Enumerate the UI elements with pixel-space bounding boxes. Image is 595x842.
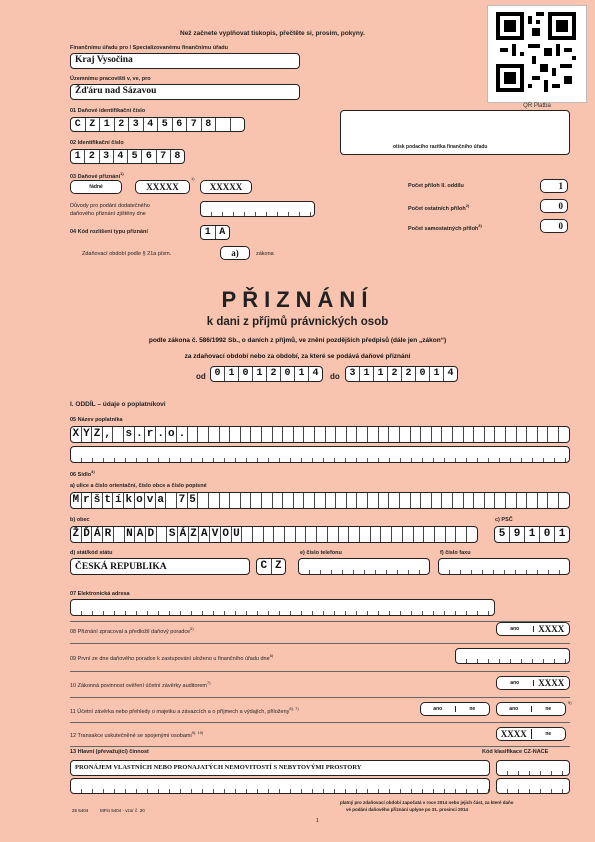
street-char bbox=[527, 493, 538, 508]
street-char bbox=[251, 493, 262, 508]
q10-no[interactable]: XXXX bbox=[538, 678, 565, 688]
q08-label bbox=[70, 626, 194, 635]
from-char: 0 bbox=[281, 367, 295, 381]
street-char bbox=[336, 493, 347, 508]
street-char bbox=[538, 493, 549, 508]
dic-char: 3 bbox=[129, 118, 144, 131]
city-char bbox=[328, 527, 339, 542]
state-code-field[interactable] bbox=[256, 558, 286, 575]
name-char bbox=[432, 427, 443, 442]
name-char bbox=[198, 427, 209, 442]
seat-label bbox=[70, 469, 95, 478]
count-separate-text: Počet samostatných příloh bbox=[408, 225, 479, 232]
street-char bbox=[347, 493, 358, 508]
street-char bbox=[411, 493, 422, 508]
state-field[interactable]: ČESKÁ REPUBLIKA bbox=[70, 558, 250, 575]
name-char bbox=[336, 427, 347, 442]
to-char: 0 bbox=[416, 367, 430, 381]
street-char bbox=[400, 493, 411, 508]
type-x2: XXXXX bbox=[209, 182, 243, 192]
city-char bbox=[157, 527, 168, 542]
psc-char: 0 bbox=[540, 527, 555, 542]
from-char: 0 bbox=[211, 367, 225, 381]
city-char: Ď bbox=[82, 527, 93, 542]
from-char: 1 bbox=[225, 367, 239, 381]
name-char: X bbox=[71, 427, 82, 442]
count-separate-field[interactable]: 0 bbox=[540, 219, 568, 233]
street-label: a) ulice a číslo orientační, číslo obce a číslo popisné bbox=[70, 483, 207, 489]
q11-end-sup: 9) bbox=[568, 700, 572, 705]
separator-10 bbox=[70, 671, 570, 672]
separator-11 bbox=[70, 697, 570, 698]
name-char bbox=[527, 427, 538, 442]
name-char: Z bbox=[92, 427, 103, 442]
separator-08 bbox=[70, 621, 570, 622]
street-char bbox=[262, 493, 273, 508]
dic-char: 2 bbox=[115, 118, 130, 131]
reason-label-2: daňového přiznání zjištěny dne bbox=[70, 211, 146, 217]
form-version: MFin 5404 - vzor č. 20 bbox=[100, 808, 145, 813]
name-char: , bbox=[103, 427, 114, 442]
city-char bbox=[274, 527, 285, 542]
street-char bbox=[559, 493, 569, 508]
name-char: s bbox=[124, 427, 135, 442]
dic-char: 1 bbox=[100, 118, 115, 131]
q09-text: 09 První ze dne daňového poradce k zastupování uloženo u finančního úřadu dne bbox=[70, 655, 270, 662]
name-char bbox=[485, 427, 496, 442]
name-char bbox=[283, 427, 294, 442]
to-char: 1 bbox=[360, 367, 374, 381]
q10-toggle[interactable] bbox=[496, 676, 570, 690]
nace-code-field[interactable] bbox=[496, 760, 570, 776]
name-label: 05 Název poplatníka bbox=[70, 417, 123, 423]
count-annexes-sup: 2) bbox=[465, 203, 470, 208]
name-char bbox=[495, 427, 506, 442]
name-char bbox=[347, 427, 358, 442]
code-char: 1 bbox=[201, 226, 216, 239]
psc-char: 9 bbox=[510, 527, 525, 542]
activity-label: 13 Hlavní (převažující) činnost bbox=[70, 749, 149, 755]
name-field[interactable] bbox=[70, 426, 570, 443]
street-char bbox=[326, 493, 337, 508]
city-char bbox=[381, 527, 392, 542]
seat-sup: 4) bbox=[91, 469, 95, 474]
name-char bbox=[241, 427, 252, 442]
from-char: 0 bbox=[239, 367, 253, 381]
city-char bbox=[253, 527, 264, 542]
name-char bbox=[421, 427, 432, 442]
street-char bbox=[485, 493, 496, 508]
q12-text: 12 Transakce uskutečněné se spojenými osobami bbox=[70, 732, 192, 739]
count-separate-label bbox=[408, 223, 482, 232]
q12-label bbox=[70, 730, 203, 739]
type-sup: 1) bbox=[120, 171, 124, 176]
from-char: 1 bbox=[295, 367, 309, 381]
city-char: Á bbox=[178, 527, 189, 542]
name-char bbox=[506, 427, 517, 442]
psc-field[interactable] bbox=[494, 526, 570, 543]
period-rule-label: Zdaňovací období podle § 21a písm. bbox=[82, 251, 172, 257]
period-to-label: do bbox=[330, 372, 340, 381]
name-char bbox=[304, 427, 315, 442]
street-char bbox=[209, 493, 220, 508]
street-char bbox=[506, 493, 517, 508]
type-label bbox=[70, 171, 124, 180]
city-char bbox=[317, 527, 328, 542]
count-annexes-text: Počet ostatních příloh bbox=[408, 205, 466, 212]
psc-char: 1 bbox=[558, 528, 566, 540]
count-section2-label: Počet příloh II. oddílu bbox=[408, 183, 464, 189]
name-char bbox=[315, 427, 326, 442]
street-char: k bbox=[124, 493, 135, 508]
form-id: 25 5404 bbox=[72, 808, 89, 813]
period-from-label: od bbox=[196, 372, 206, 381]
nace-code-field-2[interactable] bbox=[496, 778, 570, 794]
city-char: Ž bbox=[71, 527, 82, 542]
type-additional-option[interactable] bbox=[200, 180, 252, 194]
street-char bbox=[442, 493, 453, 508]
ico-char: 2 bbox=[85, 150, 99, 163]
period-rule-suffix: zákona bbox=[256, 251, 274, 257]
city-char bbox=[296, 527, 307, 542]
name-char bbox=[474, 427, 485, 442]
type-option-sup: 1) bbox=[191, 176, 195, 181]
street-char: a bbox=[156, 493, 167, 508]
instruction-text: Než začnete vyplňovat tiskopis, přečtěte si, prosím, pokyny. bbox=[180, 30, 365, 37]
city-char: D bbox=[146, 527, 157, 542]
reason-label-1: Důvody pro podání dodatečného bbox=[70, 203, 150, 209]
count-separate-sup: 3) bbox=[478, 223, 482, 228]
street-char bbox=[474, 493, 485, 508]
city-char bbox=[349, 527, 360, 542]
period-from-field[interactable] bbox=[210, 366, 323, 382]
ico-label: 02 Identifikační číslo bbox=[70, 140, 124, 146]
code-label: 04 Kód rozlišení typu přiznání bbox=[70, 229, 148, 235]
name-char: . bbox=[177, 427, 188, 442]
office-label: Finančnímu úřadu pro / Specializovanému finančnímu úřadu bbox=[70, 45, 228, 51]
from-char: 1 bbox=[253, 367, 267, 381]
q11a-yes[interactable]: ano bbox=[421, 706, 456, 712]
city-char bbox=[371, 527, 382, 542]
q09-sup: 6) bbox=[269, 653, 274, 658]
name-char bbox=[389, 427, 400, 442]
q08-no[interactable]: XXXX bbox=[538, 624, 565, 634]
name-char bbox=[262, 427, 273, 442]
name-char bbox=[379, 427, 390, 442]
city-char: Z bbox=[189, 527, 200, 542]
street-char bbox=[548, 493, 559, 508]
code-char: A bbox=[219, 227, 226, 238]
street-char bbox=[273, 493, 284, 508]
q11-text: 11 Účetní závěrka nebo přehledy o majetku a závazcích a o příjmech a výdajích, přiloženy bbox=[70, 708, 290, 715]
name-char bbox=[411, 427, 422, 442]
city-char: V bbox=[210, 527, 221, 542]
street-char bbox=[379, 493, 390, 508]
separator-13 bbox=[70, 746, 570, 747]
city-field[interactable] bbox=[70, 526, 478, 543]
dic-char: C bbox=[71, 118, 86, 131]
reason-date-field[interactable] bbox=[200, 201, 315, 217]
activity-field-line2[interactable] bbox=[70, 778, 490, 794]
count-annexes-label bbox=[408, 203, 469, 212]
city-char bbox=[414, 527, 425, 542]
ico-char: 8 bbox=[174, 151, 181, 162]
q11b-toggle[interactable] bbox=[496, 702, 566, 716]
name-char: r bbox=[145, 427, 156, 442]
city-char bbox=[435, 527, 446, 542]
name-char bbox=[294, 427, 305, 442]
separator-09 bbox=[70, 643, 570, 644]
type-corrective-option[interactable] bbox=[135, 180, 190, 194]
code-field[interactable] bbox=[200, 225, 230, 240]
name-char bbox=[326, 427, 337, 442]
city-char bbox=[339, 527, 350, 542]
city-char bbox=[467, 527, 477, 542]
street-char bbox=[432, 493, 443, 508]
name-char bbox=[453, 427, 464, 442]
ico-char: 7 bbox=[157, 150, 171, 163]
city-char: R bbox=[103, 527, 114, 542]
office-field[interactable]: Kraj Vysočina bbox=[70, 53, 300, 69]
period-text: za zdaňovací období nebo za období, za které se podává daňové přiznání bbox=[184, 353, 411, 360]
street-char: t bbox=[103, 493, 114, 508]
street-char: 5 bbox=[188, 493, 199, 508]
q08-text: 08 Přiznání zpracoval a předložil daňový poradce bbox=[70, 628, 191, 635]
q08-toggle[interactable] bbox=[496, 622, 570, 636]
city-char: U bbox=[232, 527, 243, 542]
name-char bbox=[220, 427, 231, 442]
q11b-yes[interactable]: ano bbox=[497, 706, 532, 712]
city-char: S bbox=[167, 527, 178, 542]
email-label: 07 Elektronická adresa bbox=[70, 591, 130, 597]
street-char bbox=[283, 493, 294, 508]
street-field[interactable] bbox=[70, 492, 570, 509]
street-char bbox=[166, 493, 177, 508]
street-char: š bbox=[92, 493, 103, 508]
name-char bbox=[113, 427, 124, 442]
form-subtitle: k dani z příjmů právnických osob bbox=[206, 316, 389, 328]
fax-field[interactable] bbox=[438, 558, 570, 575]
q11-sup: 8), 7) bbox=[289, 706, 299, 711]
name-char bbox=[442, 427, 453, 442]
qr-icon bbox=[496, 12, 576, 92]
to-char: 1 bbox=[430, 367, 444, 381]
dic-char: 5 bbox=[158, 118, 173, 131]
city-char: Á bbox=[92, 527, 103, 542]
qr-label: QR Platba bbox=[523, 103, 551, 109]
city-label: b) obec bbox=[70, 517, 90, 523]
name-char bbox=[548, 427, 559, 442]
to-char: 1 bbox=[374, 367, 388, 381]
q11a-no[interactable]: ne bbox=[469, 706, 476, 712]
city-char bbox=[285, 527, 296, 542]
from-char: 4 bbox=[312, 368, 319, 379]
dic-field[interactable] bbox=[70, 117, 245, 132]
street-char bbox=[294, 493, 305, 508]
q10-text: 10 Zákonná povinnost ověření účetní závěrky auditorem bbox=[70, 682, 207, 689]
stamp-box bbox=[340, 110, 570, 155]
name-char bbox=[251, 427, 262, 442]
count-section2-field[interactable]: 1 bbox=[540, 179, 568, 193]
to-char: 3 bbox=[346, 367, 360, 381]
q10-sup: 7) bbox=[206, 680, 211, 685]
workplace-field[interactable]: Žďáru nad Sázavou bbox=[70, 84, 300, 100]
street-char bbox=[368, 493, 379, 508]
city-char bbox=[403, 527, 414, 542]
name-field-line2[interactable] bbox=[70, 446, 570, 463]
period-to-field[interactable] bbox=[345, 366, 458, 382]
city-char bbox=[446, 527, 457, 542]
city-char: A bbox=[135, 527, 146, 542]
q12-toggle[interactable] bbox=[496, 727, 566, 741]
street-char: r bbox=[82, 493, 93, 508]
street-char: M bbox=[71, 493, 82, 508]
name-char bbox=[559, 427, 569, 442]
workplace-label: Územnímu pracovišti v, ve, pro bbox=[70, 76, 151, 82]
name-char bbox=[517, 427, 528, 442]
section1-heading: I. ODDÍL – údaje o poplatníkovi bbox=[70, 401, 166, 408]
street-char bbox=[241, 493, 252, 508]
type-regular-option[interactable]: řádné bbox=[70, 180, 122, 194]
name-char bbox=[368, 427, 379, 442]
name-char: Y bbox=[82, 427, 93, 442]
city-char bbox=[360, 527, 371, 542]
q11a-toggle[interactable] bbox=[420, 702, 490, 716]
street-char: o bbox=[135, 493, 146, 508]
email-field[interactable] bbox=[70, 599, 495, 616]
dic-label: 01 Daňové identifikační číslo bbox=[70, 108, 146, 114]
ico-char: 5 bbox=[128, 150, 142, 163]
dic-char: 6 bbox=[173, 118, 188, 131]
q12-yes[interactable]: XXXX bbox=[497, 729, 532, 739]
ico-field[interactable] bbox=[70, 149, 185, 164]
dic-char bbox=[216, 118, 231, 131]
type-label-text: 03 Daňové přiznání bbox=[70, 173, 121, 180]
street-char bbox=[198, 493, 209, 508]
to-char: 2 bbox=[402, 367, 416, 381]
law-text: podle zákona č. 586/1992 Sb., o daních z příjmů, ve znění pozdějších předpisů (dále jen „zákon“) bbox=[148, 337, 447, 344]
street-char: 7 bbox=[177, 493, 188, 508]
q12-no[interactable]: ne bbox=[545, 731, 552, 737]
street-char bbox=[315, 493, 326, 508]
ico-char: 1 bbox=[71, 150, 85, 163]
name-char bbox=[273, 427, 284, 442]
street-char bbox=[453, 493, 464, 508]
type-x1: XXXXX bbox=[146, 182, 179, 192]
q08-yes[interactable]: ano bbox=[497, 626, 534, 632]
q09-label bbox=[70, 653, 273, 662]
city-char bbox=[264, 527, 275, 542]
page-number: 1 bbox=[316, 818, 319, 824]
name-char bbox=[538, 427, 549, 442]
name-char: . bbox=[135, 427, 146, 442]
dic-char: 7 bbox=[187, 118, 202, 131]
street-char bbox=[304, 493, 315, 508]
ico-char: 6 bbox=[142, 150, 156, 163]
dic-char: Z bbox=[86, 118, 101, 131]
q10-yes[interactable]: ano bbox=[497, 680, 534, 686]
dic-char: 4 bbox=[144, 118, 159, 131]
name-char: o bbox=[166, 427, 177, 442]
street-char bbox=[464, 493, 475, 508]
q11b-no[interactable]: ne bbox=[545, 706, 552, 712]
name-char bbox=[400, 427, 411, 442]
name-char bbox=[209, 427, 220, 442]
street-char bbox=[389, 493, 400, 508]
q08-sup: 5) bbox=[190, 626, 194, 631]
street-char bbox=[421, 493, 432, 508]
street-char: v bbox=[145, 493, 156, 508]
street-char bbox=[220, 493, 231, 508]
street-char bbox=[517, 493, 528, 508]
activity-code-label: Kód klasifikace CZ-NACE bbox=[482, 749, 549, 755]
phone-label: e) číslo telefonu bbox=[300, 550, 342, 556]
city-char bbox=[306, 527, 317, 542]
statecode-char: C bbox=[257, 559, 272, 574]
city-char bbox=[392, 527, 403, 542]
q10-label bbox=[70, 680, 211, 689]
name-char bbox=[188, 427, 199, 442]
phone-field[interactable] bbox=[298, 558, 430, 575]
statecode-char: Z bbox=[274, 560, 282, 572]
seat-label-text: 06 Sídlo bbox=[70, 471, 92, 478]
city-char: N bbox=[125, 527, 136, 542]
name-char: . bbox=[156, 427, 167, 442]
name-char bbox=[464, 427, 475, 442]
separator-12 bbox=[70, 722, 570, 723]
qr-code bbox=[487, 5, 587, 109]
fax-label: f) číslo faxu bbox=[440, 550, 471, 556]
state-label: d) stát/kód státu bbox=[70, 550, 113, 556]
name-char bbox=[357, 427, 368, 442]
to-char: 4 bbox=[447, 368, 454, 379]
period-rule-field[interactable]: a) bbox=[220, 246, 250, 260]
from-char: 2 bbox=[267, 367, 281, 381]
city-char bbox=[242, 527, 253, 542]
q09-date-field[interactable] bbox=[455, 648, 570, 664]
activity-field[interactable]: PRONÁJEM VLASTNÍCH NEBO PRONAJATÝCH NEMOVITOSTÍ S NEBYTOVÝMI PROSTORY bbox=[70, 760, 490, 776]
street-char bbox=[230, 493, 241, 508]
q12-sup: 9), 10) bbox=[191, 730, 204, 735]
stamp-label: otisk podacího razítka finančního úřadu bbox=[393, 144, 488, 150]
form-title: PŘIZNÁNÍ bbox=[221, 287, 374, 312]
street-char bbox=[357, 493, 368, 508]
dic-char: 8 bbox=[202, 118, 217, 131]
street-char: í bbox=[113, 493, 124, 508]
dic-char bbox=[231, 118, 245, 131]
city-char bbox=[114, 527, 125, 542]
to-char: 2 bbox=[388, 367, 402, 381]
street-char bbox=[495, 493, 506, 508]
city-char: O bbox=[221, 527, 232, 542]
footer-note-1: platný pro zdaňovací období započatá v roce 2014 nebo jejich část, za které daňo bbox=[340, 800, 514, 805]
city-char: A bbox=[199, 527, 210, 542]
psc-label: c) PSČ bbox=[495, 517, 513, 523]
ico-char: 4 bbox=[114, 150, 128, 163]
q11-label bbox=[70, 706, 299, 715]
city-char bbox=[424, 527, 435, 542]
psc-char: 5 bbox=[495, 527, 510, 542]
footer-note-2: vé podání daňového přiznání uplyne po 31. prosinci 2014 bbox=[346, 807, 469, 812]
count-annexes-field[interactable]: 0 bbox=[540, 199, 568, 213]
city-char bbox=[456, 527, 467, 542]
psc-char: 1 bbox=[525, 527, 540, 542]
ico-char: 3 bbox=[100, 150, 114, 163]
name-char bbox=[230, 427, 241, 442]
